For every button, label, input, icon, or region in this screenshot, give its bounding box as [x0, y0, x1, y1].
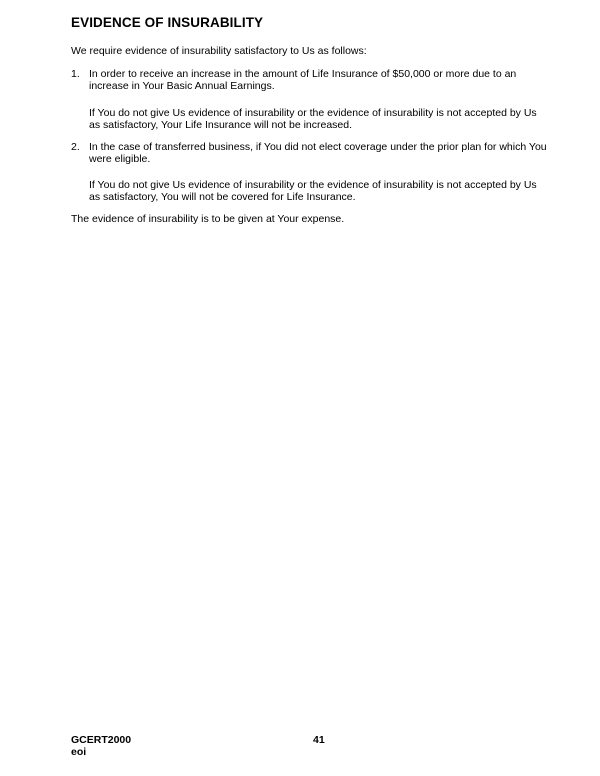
list-item-number: 2.: [71, 141, 80, 153]
footer-section-code: eoi: [71, 746, 87, 758]
list-item-text: In the case of transferred business, if You did not elect coverage under the prior plan for which You were eligible.: [89, 141, 547, 165]
list-item-number: 1.: [71, 68, 80, 80]
list-item-note-2: If You do not give Us evidence of insurability or the evidence of insurability is not accepted by Us as satisfactory, You will not be covered for Life Insurance.: [89, 179, 537, 203]
intro-paragraph: We require evidence of insurability satisfactory to Us as follows:: [71, 45, 367, 57]
list-item-text: In order to receive an increase in the amount of Life Insurance of $50,000 or more due to an increase in Your Basic Annual Earnings.: [89, 68, 517, 92]
closing-paragraph: The evidence of insurability is to be given at Your expense.: [71, 213, 345, 225]
page-title: EVIDENCE OF INSURABILITY: [71, 15, 264, 30]
list-item-1: [71, 68, 549, 92]
footer-page-number: 41: [313, 734, 325, 746]
list-item-note-1: If You do not give Us evidence of insurability or the evidence of insurability is not accepted by Us as satisfactory, Your Life Insurance will not be increased.: [89, 107, 537, 131]
footer-form-code: GCERT2000: [71, 734, 132, 746]
list-item-2: [71, 141, 549, 165]
